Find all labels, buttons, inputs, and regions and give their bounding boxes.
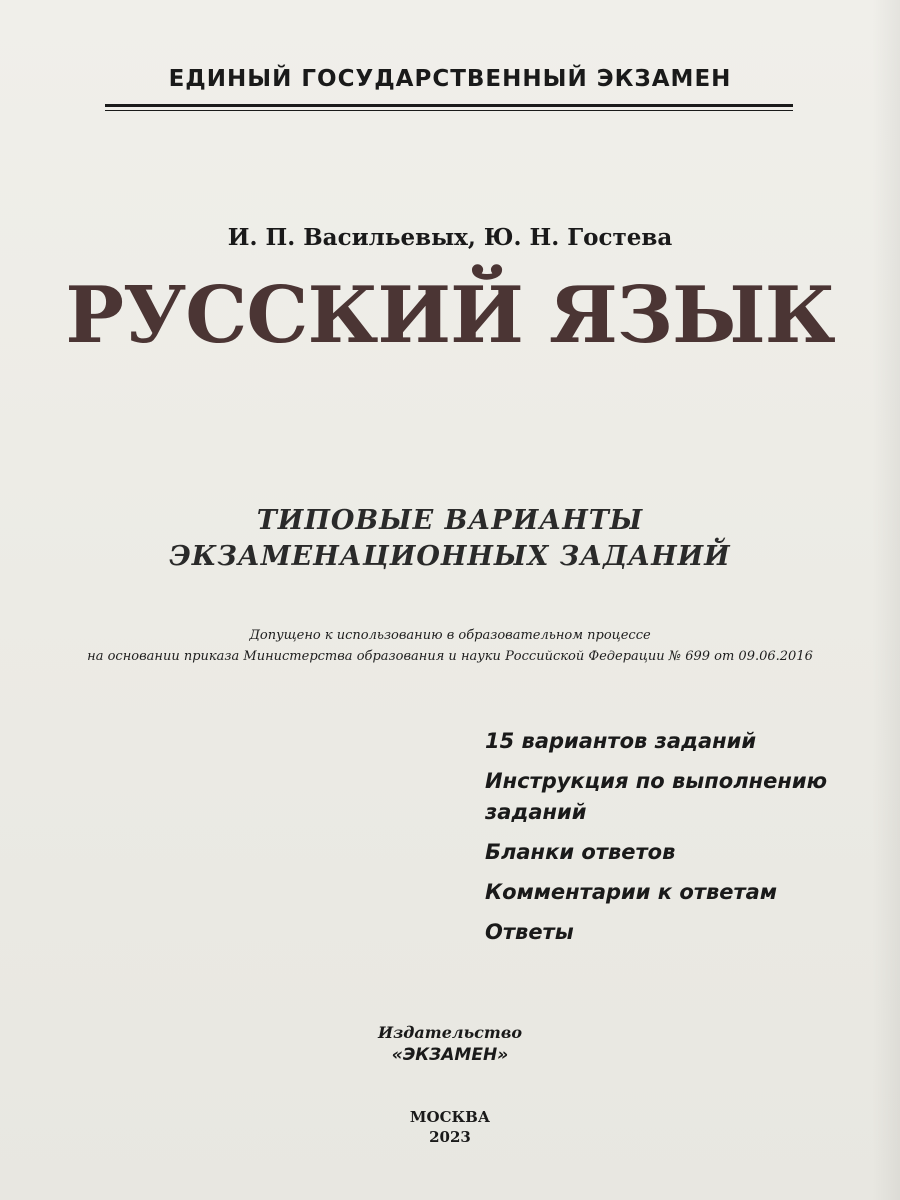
- header-rule-thin: [105, 110, 793, 111]
- year: 2023: [429, 1128, 471, 1146]
- header-rule-thick: [105, 104, 793, 107]
- publisher-name: «ЭКЗАМЕН»: [391, 1045, 509, 1065]
- publisher-block: [0, 1021, 900, 1067]
- feature-item: Инструкция по выполнению заданий: [485, 769, 827, 824]
- authors: И. П. Васильевых, Ю. Н. Гостева: [227, 224, 673, 251]
- book-subtitle: [0, 503, 900, 575]
- approval-line-1: Допущено к использованию в образовательном процессе: [249, 628, 651, 643]
- feature-item: 15 вариантов заданий: [485, 729, 757, 753]
- contents-features-list: [485, 726, 885, 957]
- feature-item: Бланки ответов: [485, 840, 676, 864]
- subtitle-line-2: ЭКЗАМЕНАЦИОННЫХ ЗАДАНИЙ: [169, 541, 731, 572]
- approval-note: [0, 625, 900, 667]
- series-header: ЕДИНЫЙ ГОСУДАРСТВЕННЫЙ ЭКЗАМЕН: [168, 66, 732, 92]
- page-edge-shadow: [872, 0, 900, 1200]
- feature-item: Ответы: [485, 920, 574, 944]
- city: МОСКВА: [409, 1108, 491, 1126]
- approval-line-2: на основании приказа Министерства образования и науки Российской Федерации № 699 от 09.06.2016: [87, 649, 813, 664]
- publisher-label: Издательство: [377, 1023, 523, 1042]
- feature-item: Комментарии к ответам: [485, 880, 777, 904]
- book-title: РУССКИЙ ЯЗЫК: [65, 270, 835, 361]
- subtitle-line-1: ТИПОВЫЕ ВАРИАНТЫ: [256, 505, 644, 536]
- imprint: [0, 1107, 900, 1147]
